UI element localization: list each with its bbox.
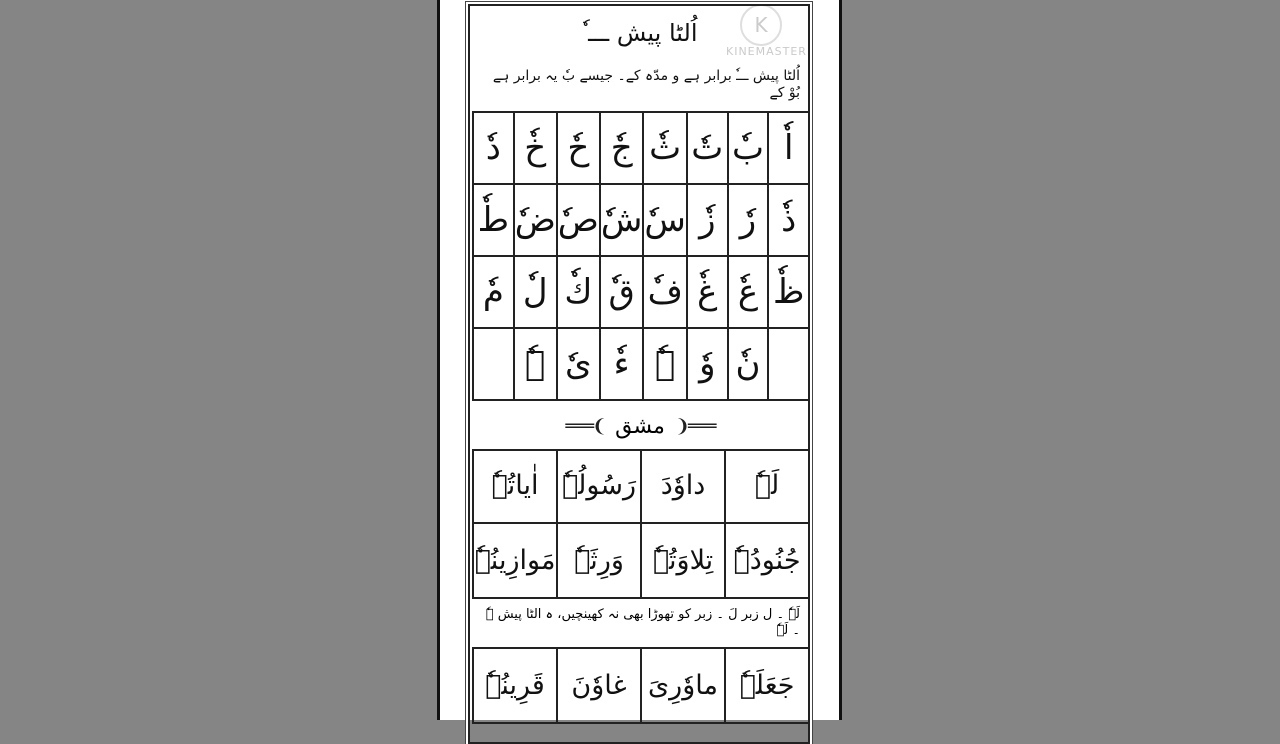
letter-cell: رٗ <box>727 185 768 257</box>
lesson-description: اُلٹا پیش ـــٗ برابر ہے و مدّہ کے۔ جیسے بٗ یہ برابر ہے بُوْ کے <box>492 68 800 101</box>
letter-cell: تٗ <box>686 113 727 185</box>
word-cell: ماوٗرِیَ <box>640 649 724 724</box>
lesson-title: اُلٹا پیش ـــ ٗ <box>580 19 698 47</box>
letter-cell: شٗ <box>599 185 643 257</box>
ornament-left-icon: ═══❨ <box>565 416 606 437</box>
letter-cell <box>472 329 513 401</box>
word-cell: جُنُودُہٗ <box>724 524 808 599</box>
word-cell: اٰیاتُہٗ <box>472 449 556 524</box>
letter-cell: اٗ <box>767 113 808 185</box>
letter-cell: حٗ <box>556 113 599 185</box>
watermark-logo: K <box>740 4 782 46</box>
word-cell: وَرِثَہٗ <box>556 524 640 599</box>
word-cell: لَہٗ <box>724 449 808 524</box>
watermark-text: KINEMASTER <box>726 45 807 58</box>
letter-cell: مٗ <box>472 257 513 329</box>
letter-cell: دٗ <box>472 113 513 185</box>
letter-cell: صٗ <box>556 185 599 257</box>
letter-cell: بٗ <box>727 113 768 185</box>
word-cell: تِلاوَتُہٗ <box>640 524 724 599</box>
letter-cell: قٗ <box>599 257 643 329</box>
rule-note <box>472 599 808 649</box>
word-cell: داوٗدَ <box>640 449 724 524</box>
letter-cell: ضٗ <box>513 185 556 257</box>
letter-cell: یٗ <box>556 329 599 401</box>
letter-cell: ہٗ <box>642 329 686 401</box>
word-cell: رَسُولُہٗ <box>556 449 640 524</box>
word-cell: قَرِینُہٗ <box>472 649 556 724</box>
letter-cell: كٗ <box>556 257 599 329</box>
rule-text: لَہٗ ۔ ل زبر لَ ۔ زبر کو تھوڑا بھی نہ کھینچیں، ہ الٹا پیش ہٗ ۔ لَہٗ <box>485 607 800 638</box>
letter-cell: نٗ <box>727 329 768 401</box>
letter-cell: جٗ <box>599 113 643 185</box>
words-grid <box>472 449 808 599</box>
letter-cell: خٗ <box>513 113 556 185</box>
word-cell: جَعَلَہٗ <box>724 649 808 724</box>
word-cell: غاوٗنَ <box>556 649 640 724</box>
letters-grid <box>472 111 808 401</box>
letter-cell: طٗ <box>472 185 513 257</box>
letter-cell: عٗ <box>727 257 768 329</box>
mashq-label: مشق <box>615 414 665 439</box>
page-frame <box>468 4 810 744</box>
qaida-page <box>437 0 842 720</box>
letter-cell: سٗ <box>642 185 686 257</box>
ornament-right-icon: ❩═══ <box>674 416 715 437</box>
letter-cell: ےٗ <box>513 329 556 401</box>
word-cell: مَوازِینُہٗ <box>472 524 556 599</box>
mashq-banner <box>472 404 808 451</box>
letter-cell: لٗ <box>513 257 556 329</box>
letter-cell: ظٗ <box>767 257 808 329</box>
letter-cell: غٗ <box>686 257 727 329</box>
words-grid-2 <box>472 649 808 724</box>
letter-cell: ذٗ <box>767 185 808 257</box>
letter-cell: زٗ <box>686 185 727 257</box>
letter-cell: ثٗ <box>642 113 686 185</box>
letter-cell: ءٗ <box>599 329 643 401</box>
letter-cell: وٗ <box>686 329 727 401</box>
letter-cell <box>767 329 808 401</box>
letter-cell: فٗ <box>642 257 686 329</box>
